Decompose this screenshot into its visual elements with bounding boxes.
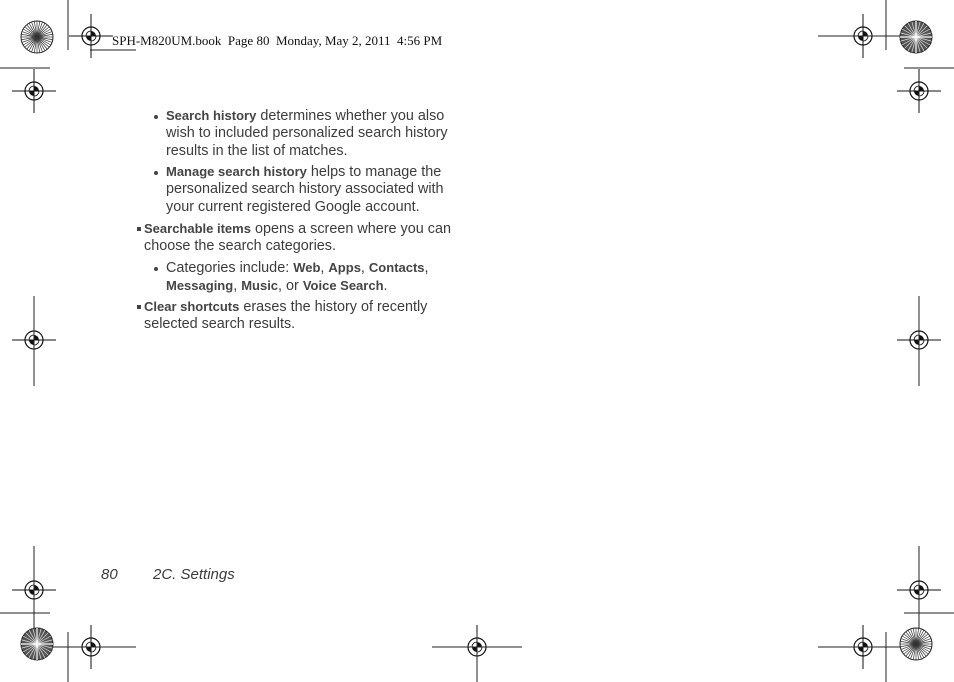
term-manage-search-history: Manage search history	[166, 164, 307, 179]
item-text: results in the list of matches.	[166, 142, 348, 159]
item-text: determines whether you also	[256, 108, 445, 124]
item-text: your current registered Google account.	[166, 198, 420, 215]
separator: .	[383, 278, 388, 295]
category-voice-search: Voice Search	[302, 278, 384, 294]
term-clear-shortcuts: Clear shortcuts	[144, 299, 240, 314]
section-title: 2C. Settings	[153, 566, 235, 583]
list-item	[144, 298, 427, 334]
list-item	[166, 259, 429, 296]
crosshair-circle-icon	[897, 69, 941, 113]
separator: ,	[233, 278, 242, 295]
term-search-history: Search history	[166, 108, 257, 123]
term-searchable-items: Searchable items	[144, 221, 251, 236]
separator: , or	[278, 278, 303, 295]
item-text: choose the search categories.	[144, 238, 336, 255]
square-bullet	[137, 227, 141, 231]
crosshair-circle-icon	[12, 69, 56, 113]
separator: ,	[424, 260, 429, 276]
list-item	[144, 220, 451, 256]
separator: ,	[360, 260, 369, 276]
list-item	[166, 163, 444, 216]
crosshair-circle-icon	[69, 14, 113, 58]
starburst-circle-icon	[900, 21, 932, 53]
category-web: Web	[293, 260, 321, 275]
separator: ,	[320, 260, 329, 276]
page-number: 80	[101, 566, 118, 583]
category-music: Music	[241, 278, 279, 294]
category-apps: Apps	[328, 260, 361, 275]
starburst-circle-icon	[900, 628, 932, 660]
category-messaging: Messaging	[166, 278, 234, 294]
item-text: helps to manage the	[306, 164, 442, 180]
item-text: Categories include:	[166, 260, 294, 276]
category-contacts: Contacts	[368, 260, 425, 275]
book-info-header: SPH-M820UM.book Page 80 Monday, May 2, 2011 4:56 PM	[112, 33, 443, 48]
list-item	[166, 107, 448, 160]
square-bullet	[137, 305, 141, 309]
starburst-circle-icon	[21, 628, 53, 660]
item-text: wish to included personalized search history	[166, 125, 448, 142]
round-bullet	[154, 115, 158, 119]
item-text: opens a screen where you can	[250, 221, 451, 237]
item-text: selected search results.	[144, 316, 296, 333]
round-bullet	[154, 171, 158, 175]
item-text: erases the history of recently	[239, 299, 428, 315]
item-text: personalized search history associated with	[166, 181, 444, 198]
round-bullet	[154, 267, 158, 271]
starburst-circle-icon	[21, 21, 53, 53]
